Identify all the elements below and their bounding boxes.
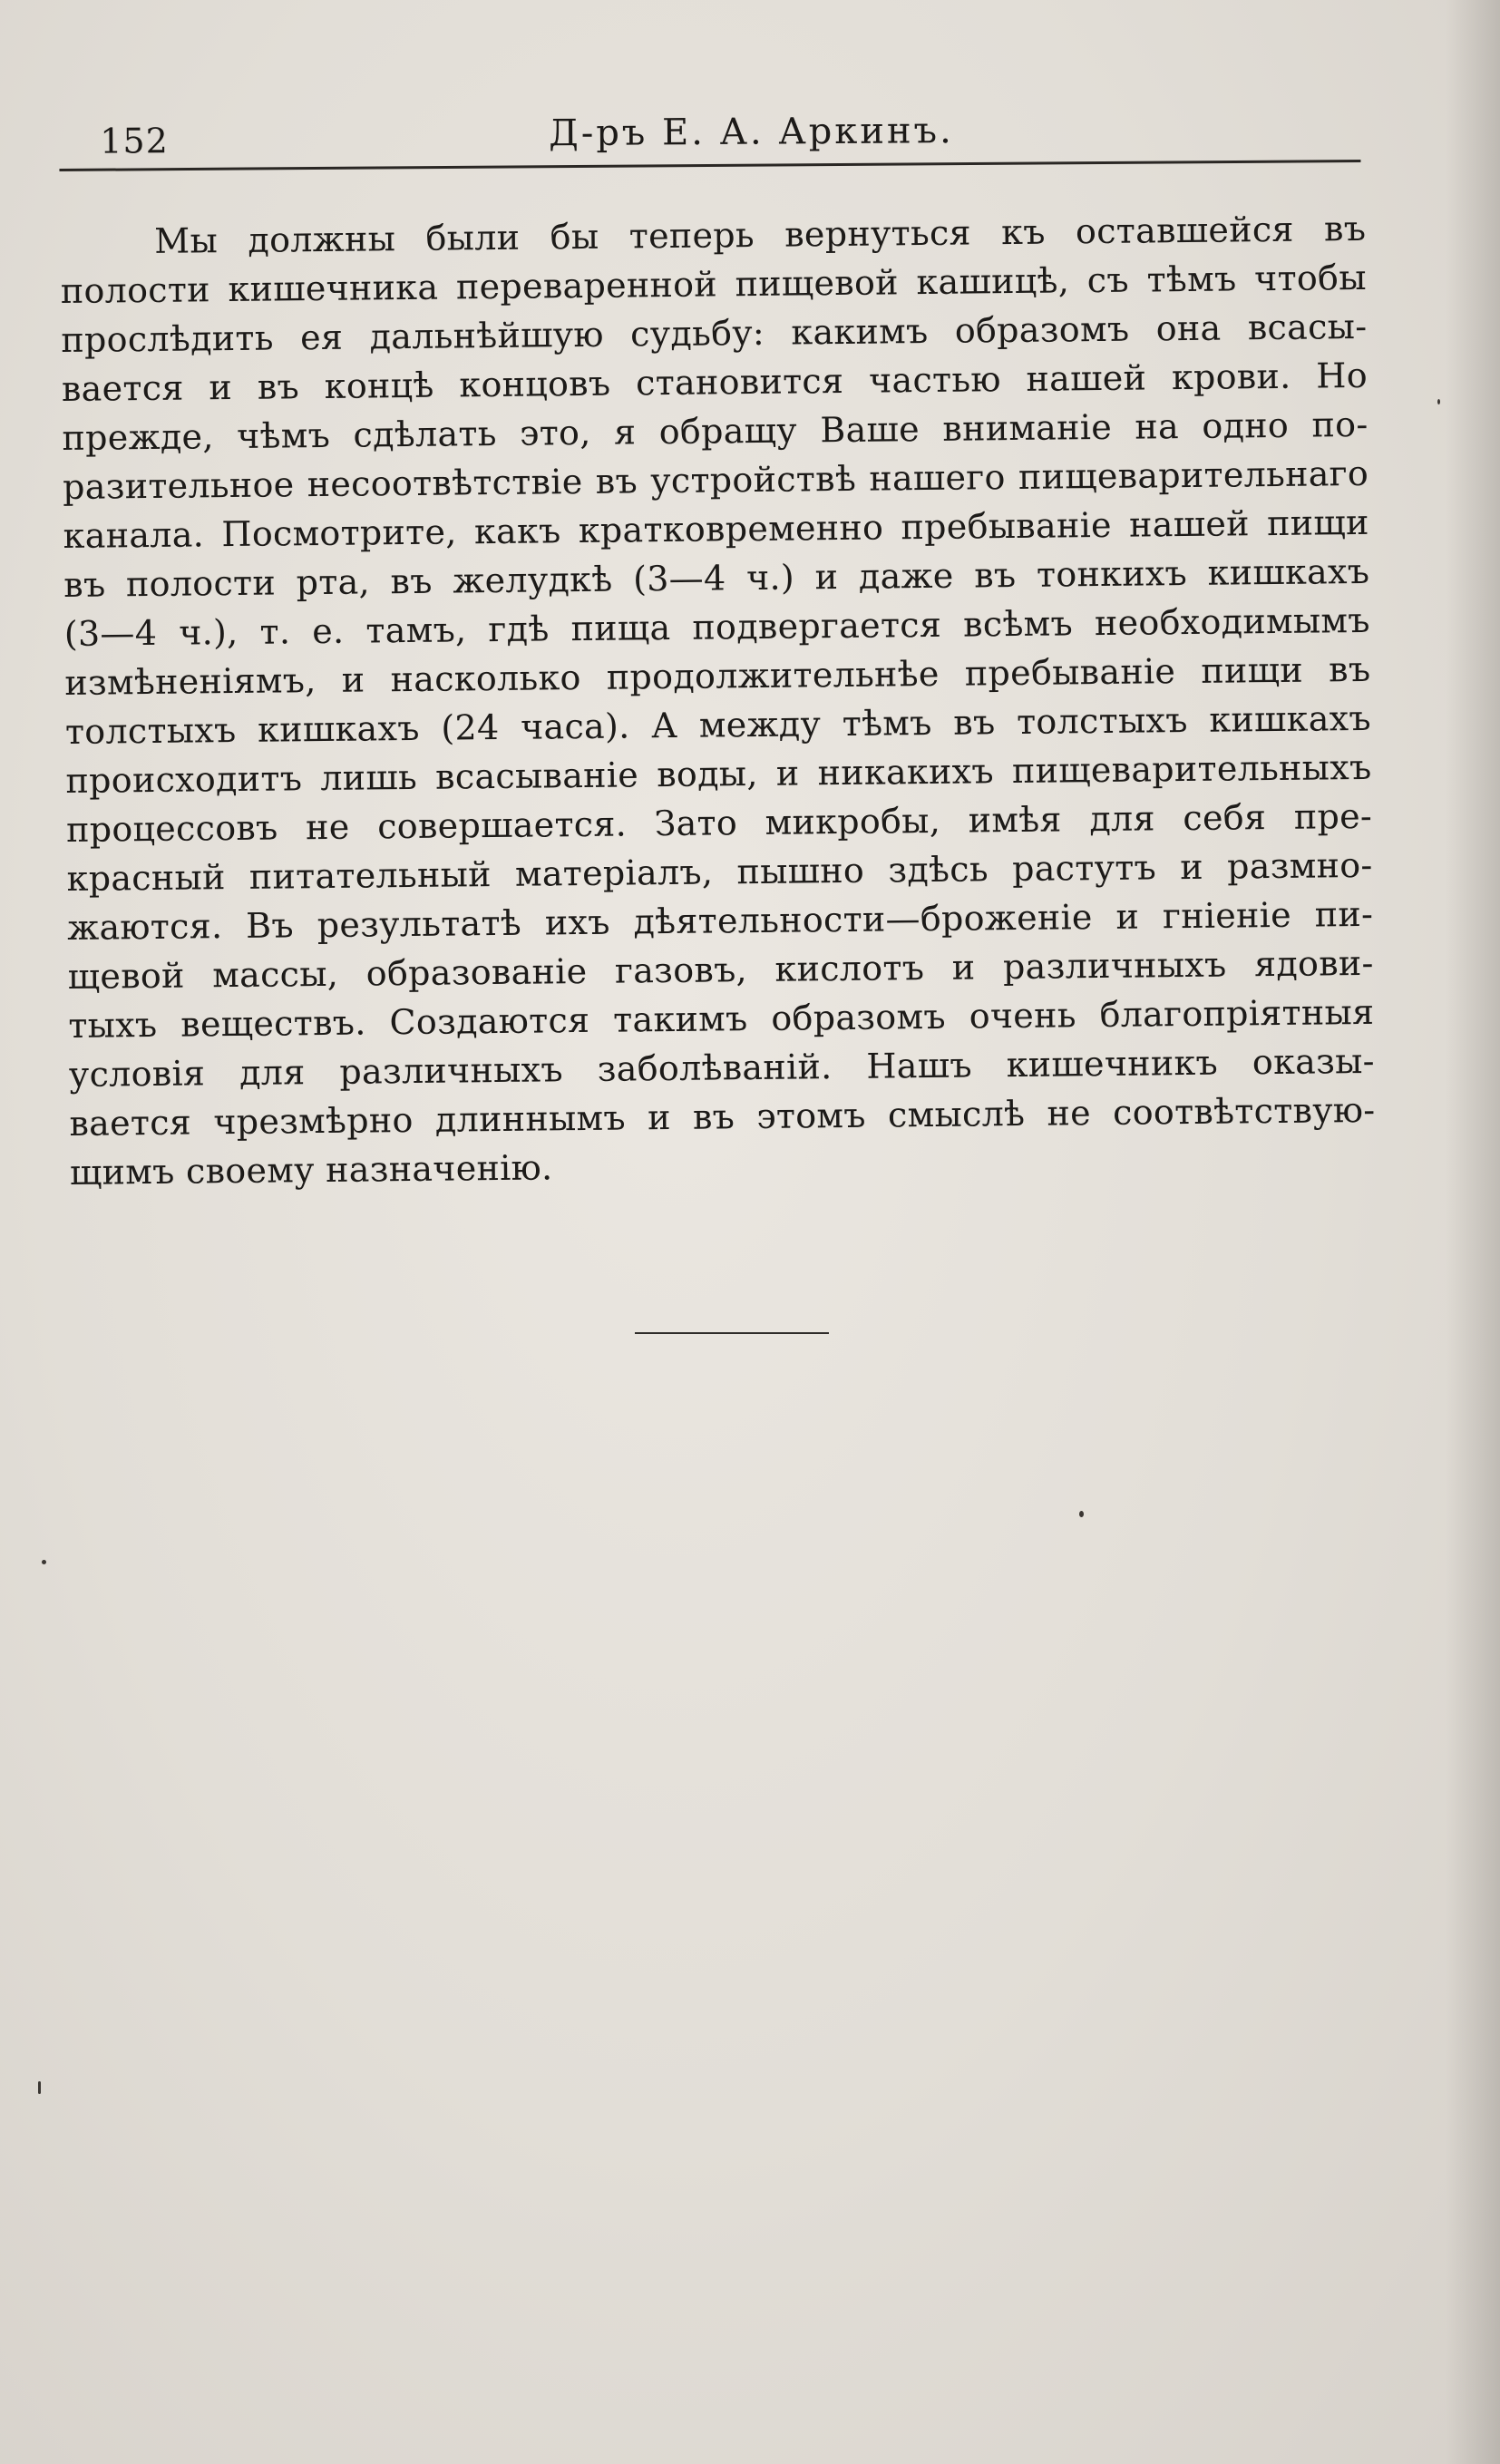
text-line: происходитъ лишь всасываніе воды, и никакихъ пищеварительныхъ	[65, 746, 1372, 801]
text-line: разительное несоотвѣтствіе въ устройствѣ нашего пищеварительнаго	[62, 453, 1369, 507]
paper-speck	[38, 2081, 41, 2094]
text-line: канала. Посмотрите, какъ кратковременно пребываніе нашей пищи	[63, 502, 1369, 556]
text-line: Мы должны были бы теперь вернуться къ оставшейся въ	[154, 208, 1367, 261]
text-line: процессовъ не совершается. Зато микробы, имѣя для себя пре-	[65, 795, 1373, 850]
body-paragraph	[60, 204, 1376, 1197]
text-line: условія для различныхъ заболѣваній. Нашъ кишечникъ оказы-	[68, 1040, 1376, 1095]
text-line: щевой массы, образованіе газовъ, кислотъ и различныхъ ядови-	[67, 942, 1374, 997]
text-line: тыхъ веществъ. Создаются такимъ образомъ очень благопріятныя	[68, 991, 1375, 1046]
text-line: въ полости рта, въ желудкѣ (3—4 ч.) и даже въ тонкихъ кишкахъ	[63, 550, 1370, 605]
spine-shadow	[1446, 0, 1500, 2464]
page-number: 152	[100, 121, 169, 161]
page-header	[59, 100, 1360, 172]
text-line: полости кишечника переваренной пищевой кашицѣ, съ тѣмъ чтобы	[60, 257, 1367, 311]
text-line: прежде, чѣмъ сдѣлать это, я обращу Ваше вниманіе на одно по-	[62, 404, 1369, 458]
header-rule	[59, 160, 1360, 171]
text-line: красный питательный матеріалъ, пышно здѣсь растутъ и размно-	[66, 844, 1373, 899]
text-line: жаются. Въ результатѣ ихъ дѣятельности—броженіе и гніеніе пи-	[66, 893, 1374, 948]
paper-speck	[1079, 1511, 1084, 1517]
text-line: (3—4 ч.), т. е. тамъ, гдѣ пища подвергается всѣмъ необходимымъ	[63, 599, 1370, 654]
paper-speck	[42, 1560, 46, 1564]
running-head: Д-ръ Е. А. Аркинъ.	[549, 110, 954, 155]
text-line: вается чрезмѣрно длиннымъ и въ этомъ смыслѣ не соотвѣтствую-	[69, 1089, 1376, 1144]
text-line: прослѣдить ея дальнѣйшую судьбу: какимъ образомъ она всасы-	[61, 306, 1368, 360]
text-line: измѣненіямъ, и насколько продолжительнѣе пребываніе пищи въ	[64, 648, 1371, 703]
paper-speck	[1437, 399, 1440, 404]
text-line: толстыхъ кишкахъ (24 часа). А между тѣмъ въ толстыхъ кишкахъ	[64, 697, 1372, 752]
section-end-rule	[635, 1332, 829, 1334]
text-line: щимъ своему назначенію.	[69, 1147, 553, 1193]
text-line: вается и въ концѣ концовъ становится частью нашей крови. Но	[61, 355, 1369, 409]
